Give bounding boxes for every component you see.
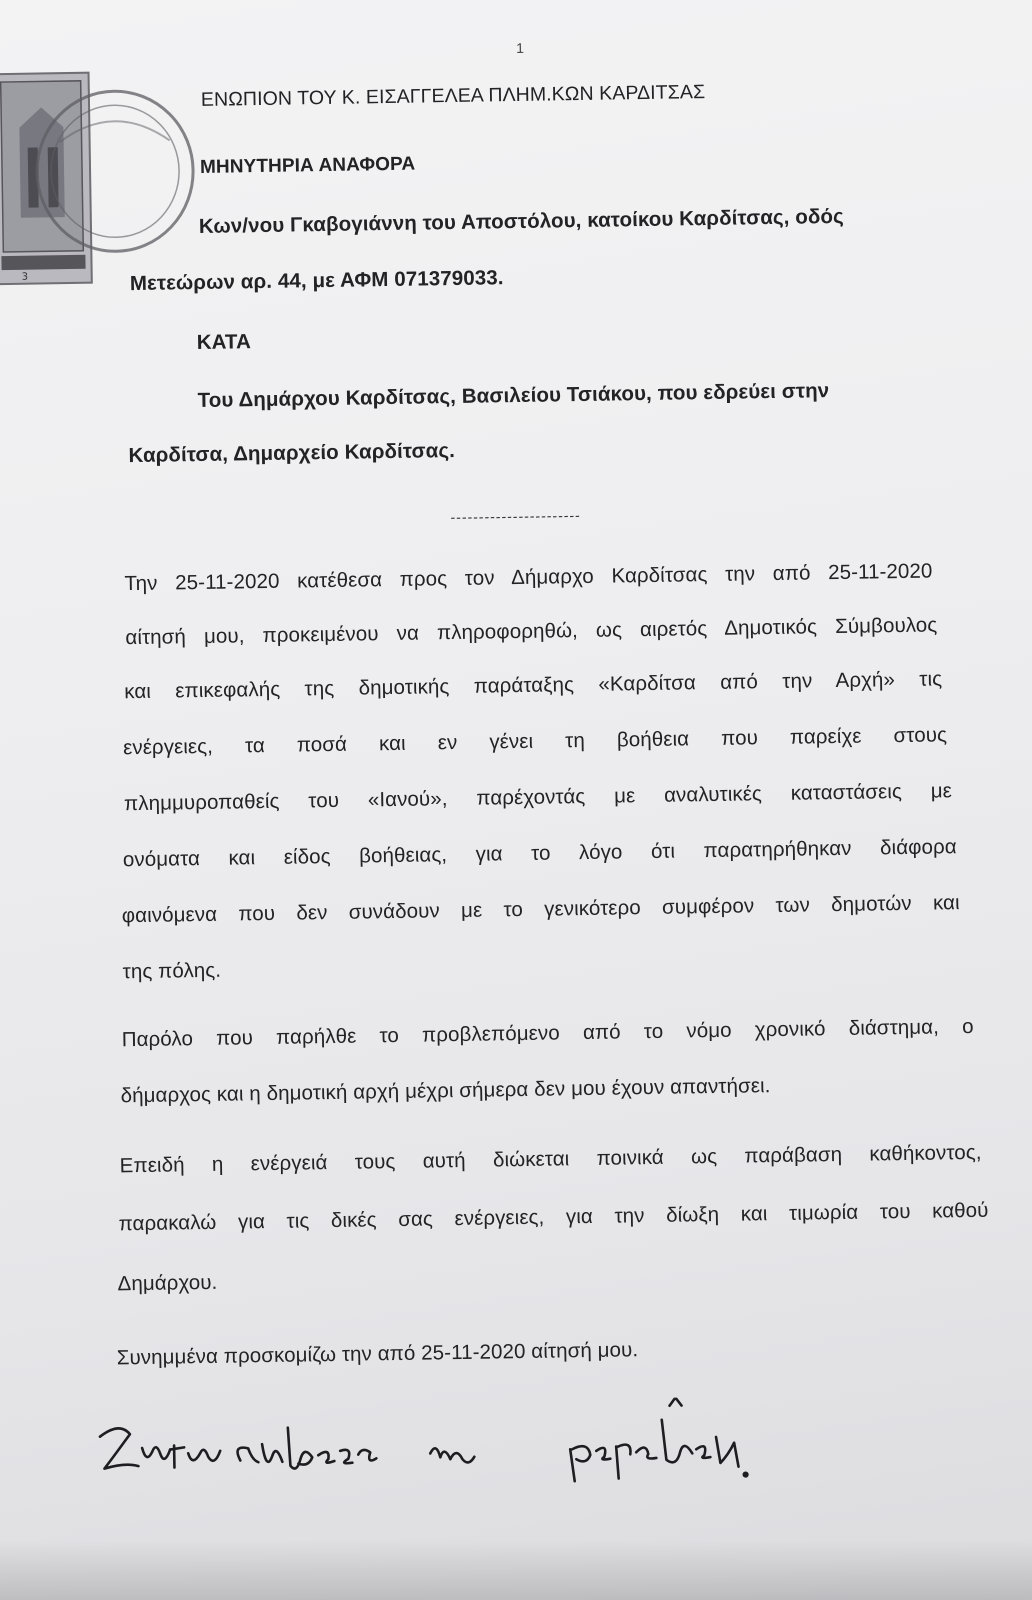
page-number: 1 bbox=[516, 39, 525, 56]
paragraph-1-line: φαινόμενα που δεν συνάδουν με το γενικότερο συμφέρον των δημοτών και bbox=[121, 891, 960, 928]
attachment-note: Συνημμένα προσκομίζω την από 25-11-2020 αίτησή μου. bbox=[116, 1338, 639, 1370]
handwritten-note-text: Ζητώ ανάθεση της παράβασης bbox=[91, 1514, 105, 1516]
paragraph-2-line: Παρόλο που παρήλθε το προβλεπόμενο από το νόμο χρονικό διάστημα, ο bbox=[121, 1014, 974, 1052]
paragraph-3-line: Επειδή η ενέργειά τους αυτή διώκεται ποινικά ως παράβαση καθήκοντος, bbox=[119, 1140, 982, 1178]
paragraph-1-line: και επικεφαλής της δημοτικής παράταξης «Καρδίτσα από την Αρχή» τις bbox=[124, 667, 943, 704]
paragraph-3-line: Δημάρχου. bbox=[117, 1270, 218, 1296]
defendant-line-1: Του Δημάρχου Καρδίτσας, Βασιλείου Τσιάκου, που εδρεύει στην bbox=[197, 379, 830, 413]
against-heading: ΚΑΤΑ bbox=[196, 330, 252, 355]
paragraph-3-line: παρακαλώ για τις δικές σας ενέργειες, για την δίωξη και τιμωρία του καθού bbox=[118, 1198, 989, 1236]
stamp-value: 3 bbox=[21, 271, 29, 283]
paragraph-1-line: Την 25-11-2020 κατέθεσα προς τον Δήμαρχο Καρδίτσας την από 25-11-2020 bbox=[124, 559, 933, 596]
paragraph-1-line: ενέργειες, τα ποσά και εν γένει τη βοήθεια που παρείχε στους bbox=[122, 723, 948, 760]
paragraph-1-line: ονόματα και είδος βοήθειας, για το λόγο ότι παρατηρήθηκαν διάφορα bbox=[122, 835, 957, 872]
complainant-line-1: Κων/νου Γκαβογιάννη του Αποστόλου, κατοίκου Καρδίτσας, οδός bbox=[198, 204, 844, 238]
separator-line: ----------------------- bbox=[450, 507, 581, 526]
paragraph-1-line: αίτησή μου, προκειμένου να πληροφορηθώ, ως αιρετός Δημοτικός Σύμβουλος bbox=[125, 613, 938, 650]
paragraph-2-line: δήμαρχος και η δημοτική αρχή μέχρι σήμερα δεν μου έχουν απαντήσει. bbox=[120, 1074, 771, 1108]
complainant-line-2: Μετεώρων αρ. 44, με ΑΦΜ 071379033. bbox=[129, 266, 504, 296]
paragraph-1-line: της πόλης. bbox=[122, 958, 222, 984]
document-type: ΜΗΝΥΤΗΡΙΑ ΑΝΑΦΟΡΑ bbox=[199, 153, 416, 178]
official-seal-icon bbox=[29, 80, 207, 263]
paragraph-1-line: πλημμυροπαθείς του «Ιανού», παρέχοντάς με αναλυτικές καταστάσεις με bbox=[123, 779, 953, 816]
handwritten-note-icon bbox=[89, 1396, 811, 1517]
defendant-line-2: Καρδίτσα, Δημαρχείο Καρδίτσας. bbox=[128, 438, 456, 468]
addressee-line: ΕΝΩΠΙΟΝ ΤΟΥ Κ. ΕΙΣΑΓΓΕΛΕΑ ΠΛΗΜ.ΚΩΝ ΚΑΡΔΙΤΣΑΣ bbox=[200, 81, 706, 111]
